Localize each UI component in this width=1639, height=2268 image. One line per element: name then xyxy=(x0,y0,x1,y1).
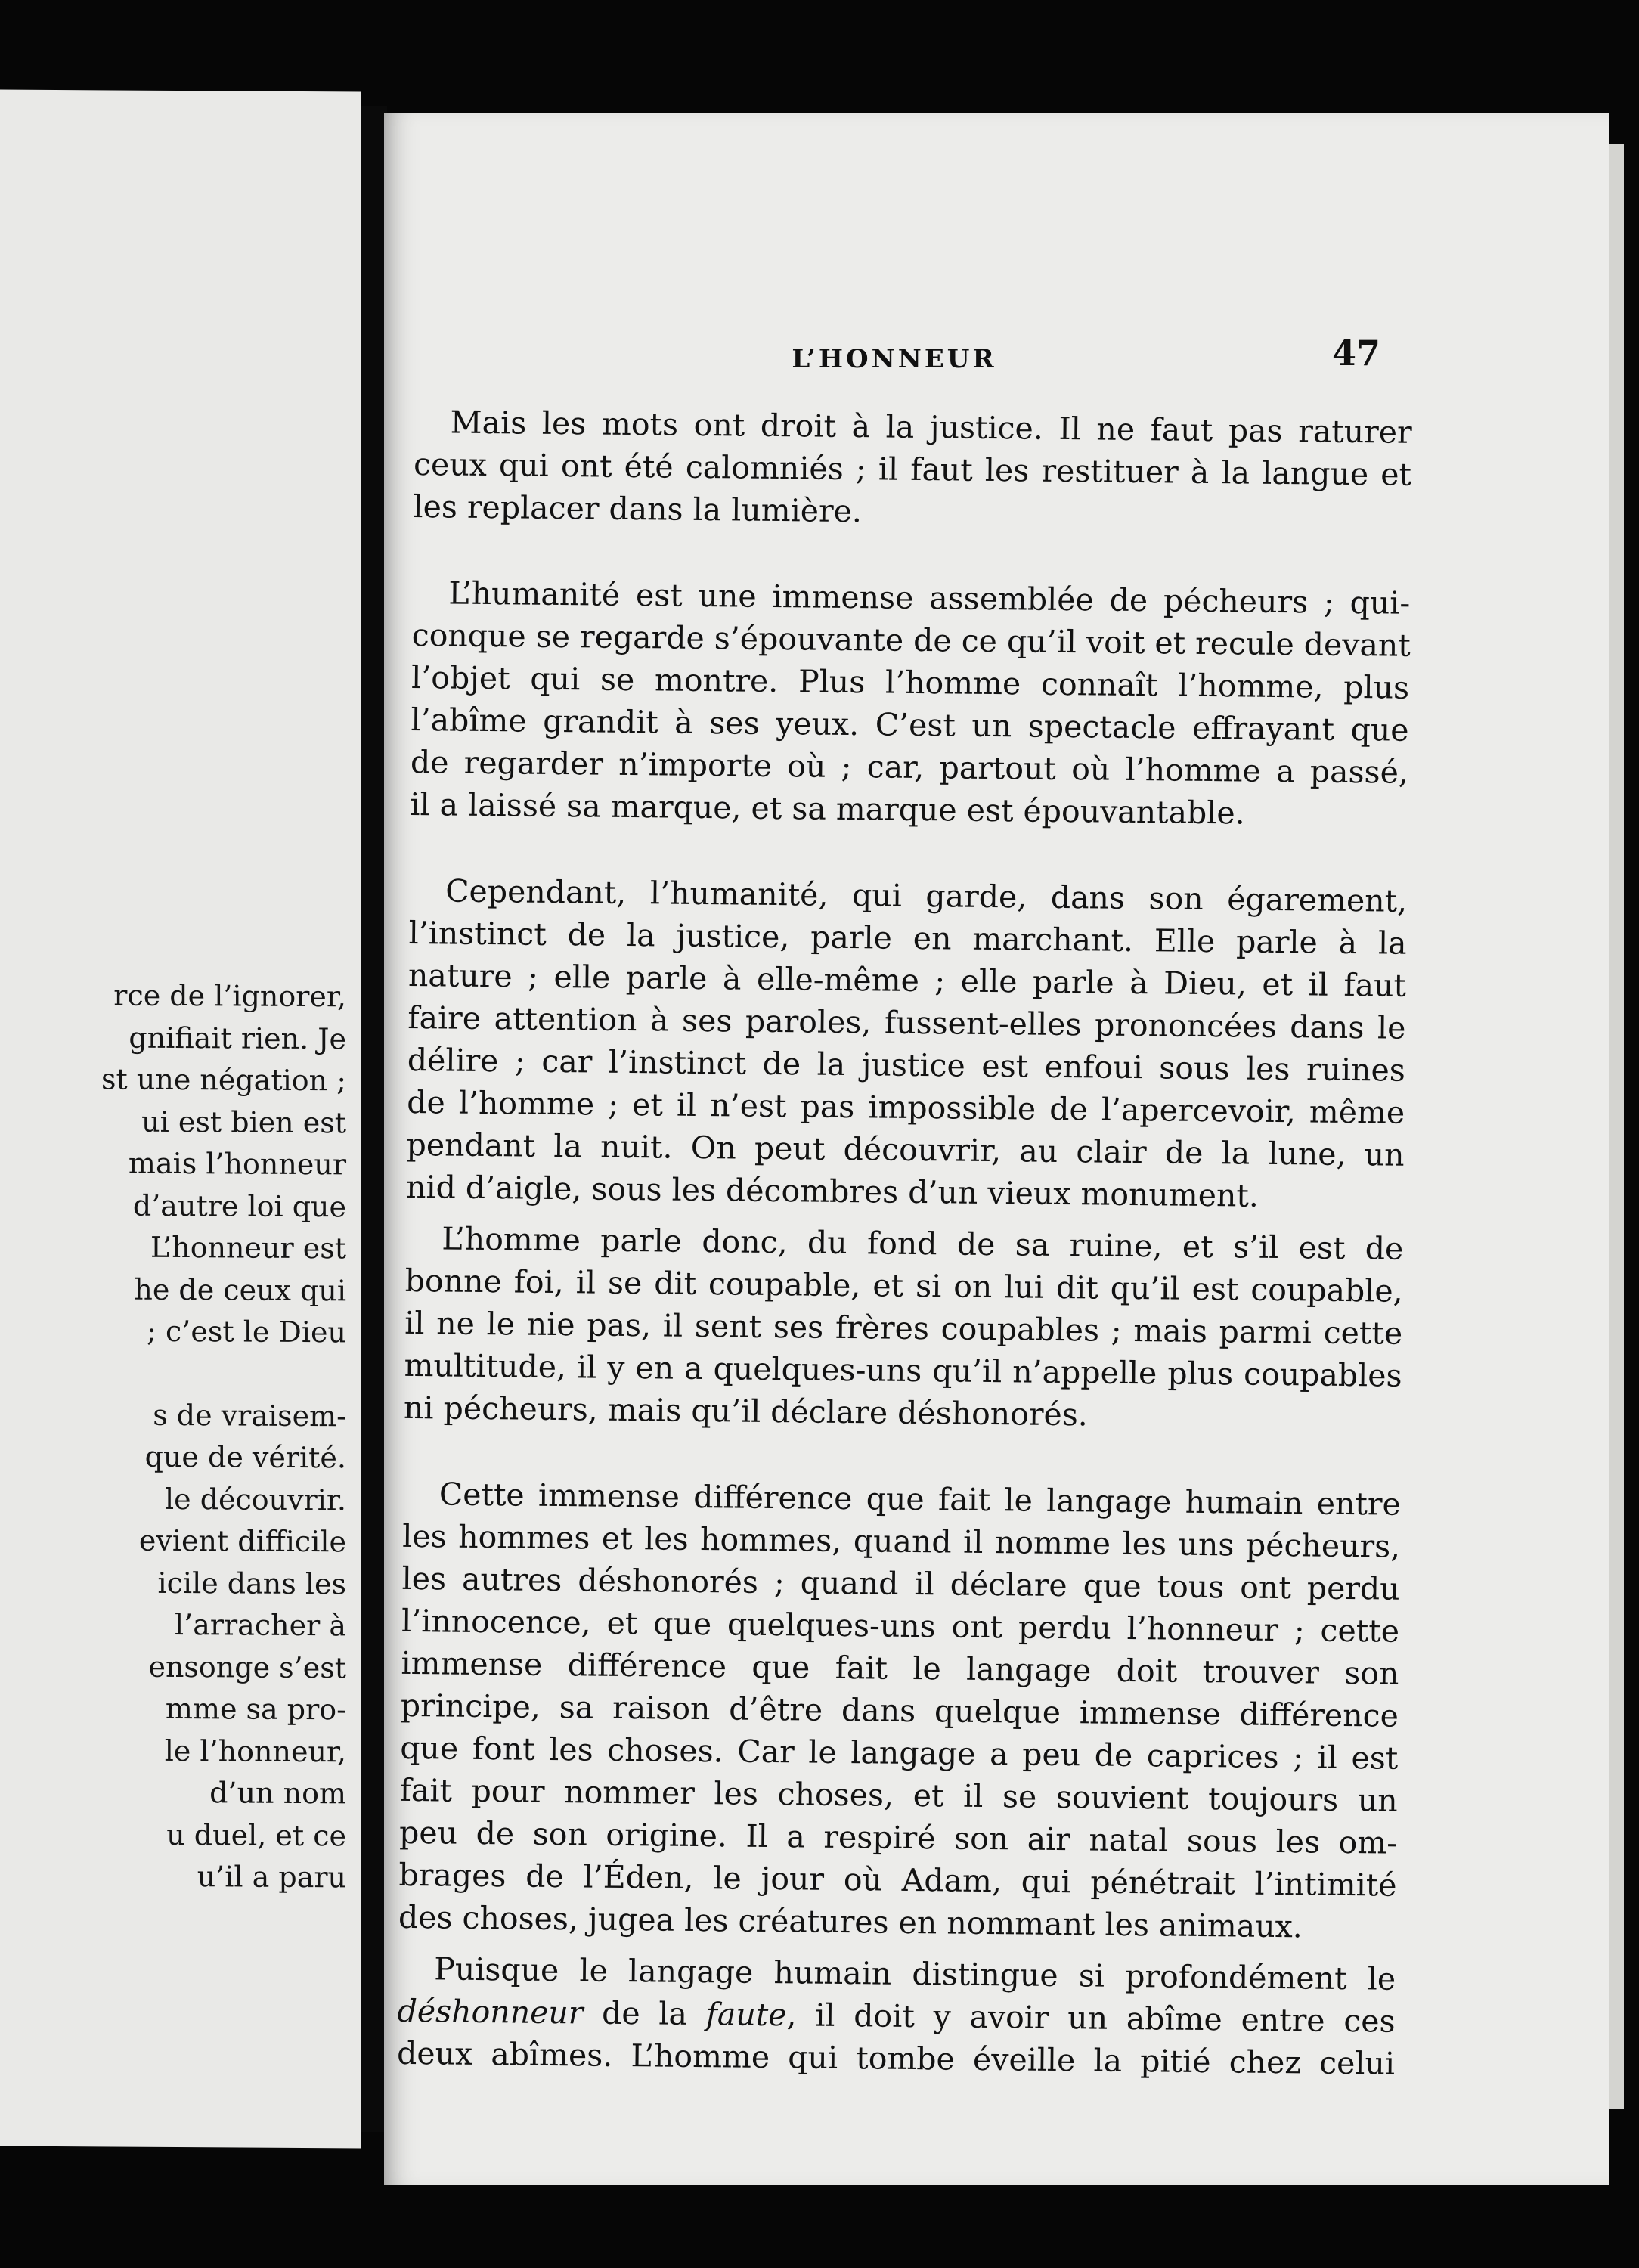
left-page xyxy=(0,90,361,2149)
text-line: les replacer dans la lumière. xyxy=(413,488,863,530)
left-fragment: d’autre loi que xyxy=(132,1188,346,1223)
text-line: nature ; elle parle à elle-même ; elle parle à Dieu, et il faut xyxy=(407,956,1407,1004)
left-fragment: u duel, et ce xyxy=(166,1817,346,1852)
text-line: les autres déshonorés ; quand il déclare que tous ont perdu xyxy=(401,1560,1400,1607)
left-fragment: s de vraisem- xyxy=(153,1398,346,1433)
right-page xyxy=(384,113,1609,2185)
text-line: L’homme parle donc, du fond de sa ruine, et s’il est de xyxy=(442,1220,1404,1267)
left-fragment: mme sa pro- xyxy=(165,1691,346,1727)
page-number: 47 xyxy=(1332,333,1381,373)
left-fragment: que de vérité. xyxy=(144,1439,346,1475)
text-line: immense différence que fait le langage doit trouver son xyxy=(401,1644,1399,1692)
text-line: l’objet qui se montre. Plus l’homme connaît l’homme, plus xyxy=(411,658,1410,706)
text-segment: de la xyxy=(583,1994,707,2033)
book-gutter xyxy=(361,106,387,2132)
text-line: l’abîme grandit à ses yeux. C’est un spectacle effrayant que xyxy=(411,701,1409,748)
text-line: peu de son origine. Il a respiré son air natal sous les om- xyxy=(398,1814,1398,1861)
left-fragment: ui est bien est xyxy=(141,1105,346,1139)
text-line: Cependant, l’humanité, qui garde, dans son égarement, xyxy=(445,872,1408,919)
text-line: fait pour nommer les choses, et il se souvient toujours un xyxy=(399,1771,1398,1819)
text-line: brages de l’Éden, le jour où Adam, qui pénétrait l’intimité xyxy=(398,1856,1397,1904)
left-fragment: d’un nom xyxy=(209,1776,346,1811)
left-fragment: l’arracher à xyxy=(174,1607,346,1643)
text-line: les hommes et les hommes, quand il nomme les uns pécheurs, xyxy=(402,1517,1401,1565)
body-text xyxy=(397,401,1412,2085)
left-fragment: he de ceux qui xyxy=(134,1272,346,1307)
text-segment: , il doit y avoir un abîme entre ces xyxy=(786,1997,1396,2040)
left-fragment: icile dans les xyxy=(157,1566,346,1600)
left-fragment: ; c’est le Dieu xyxy=(147,1314,346,1349)
text-line: Cette immense différence que fait le langage humain entre xyxy=(438,1476,1402,1523)
page-edge xyxy=(1609,144,1624,2109)
text-line: ceux qui ont été calomniés ; il faut les restituer à la langue et xyxy=(413,445,1412,493)
text-line: de regarder n’importe où ; car, partout où l’homme a passé, xyxy=(410,743,1409,791)
text-line: l’instinct de la justice, parle en marchant. Elle parle à la xyxy=(408,914,1407,962)
text-line: deux abîmes. L’homme qui tombe éveille la pitié chez celui xyxy=(396,2034,1396,2082)
italic-word: faute xyxy=(705,1996,787,2034)
text-line: de l’homme ; et il n’est pas impossible de l’apercevoir, même xyxy=(407,1083,1405,1131)
left-fragment: st une négation ; xyxy=(101,1062,346,1098)
left-fragment: mais l’honneur xyxy=(128,1146,346,1182)
text-line: bonne foi, il se dit coupable, et si on lui dit qu’il est coupable, xyxy=(404,1262,1403,1309)
text-line: faire attention à ses paroles, fussent-elles prononcées dans le xyxy=(407,999,1406,1046)
text-line: conque se regarde s’épouvante de ce qu’il voit et recule devant xyxy=(411,616,1411,664)
text-line: pendant la nuit. On peut découvrir, au clair de la lune, un xyxy=(406,1126,1405,1173)
text-line: il a laissé sa marque, et sa marque est épouvantable. xyxy=(410,785,1245,832)
left-fragment: L’honneur est xyxy=(150,1230,346,1266)
left-fragment: ensonge s’est xyxy=(148,1650,346,1684)
text-line: Mais les mots ont droit à la justice. Il ne faut pas raturer xyxy=(450,404,1412,451)
text-line: des choses, jugea les créatures en nommant les animaux. xyxy=(398,1898,1303,1945)
left-page-text xyxy=(0,974,346,1899)
text-line: nid d’aigle, sous les décombres d’un vieux monument. xyxy=(405,1168,1259,1214)
italic-word: déshonneur xyxy=(397,1992,584,2031)
text-line: ni pécheurs, mais qu’il déclare déshonorés. xyxy=(403,1389,1089,1433)
left-fragment: u’il a paru xyxy=(197,1860,346,1895)
left-fragment: le l’honneur, xyxy=(164,1734,346,1768)
text-line: l’innocence, et que quelques-uns ont perdu l’honneur ; cette xyxy=(401,1602,1400,1650)
text-line: principe, sa raison d’être dans quelque immense différence xyxy=(400,1687,1399,1734)
left-fragment: le découvrir. xyxy=(164,1482,346,1517)
text-line: L’humanité est une immense assemblée de pécheurs ; qui- xyxy=(448,575,1411,621)
text-line: délire ; car l’instinct de la justice est enfoui sous les ruines xyxy=(407,1041,1406,1089)
left-fragment: evient difficile xyxy=(138,1523,346,1559)
text-line: il ne le nie pas, il sent ses frères coupables ; mais parmi cette xyxy=(404,1304,1403,1352)
text-line: que font les choses. Car le langage a peu de caprices ; il est xyxy=(400,1729,1399,1777)
left-fragment: gnifiait rien. Je xyxy=(129,1021,346,1055)
left-fragment: rce de l’ignorer, xyxy=(113,978,346,1014)
running-header: L’HONNEUR xyxy=(792,344,997,374)
text-line: Puisque le langage humain distingue si profondément le xyxy=(434,1950,1396,1997)
text-line: multitude, il y en a quelques-uns qu’il n’appelle plus coupables xyxy=(404,1346,1402,1394)
